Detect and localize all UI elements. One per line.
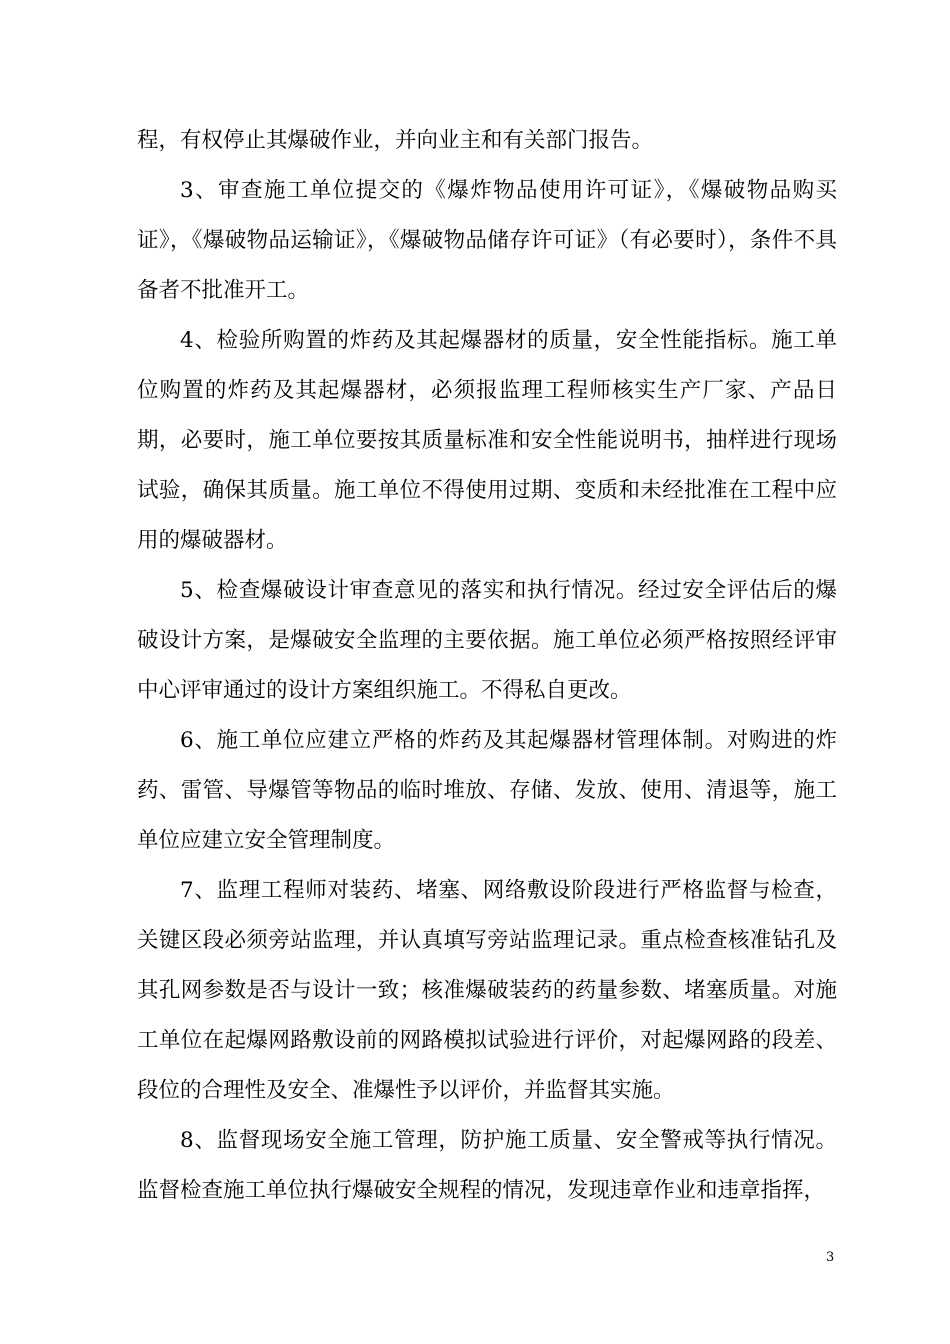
body-text bbox=[137, 116, 837, 1216]
paragraph-item-6: 6、施工单位应建立严格的炸药及其起爆器材管理体制。对购进的炸药、雷管、导爆管等物品的临时堆放、存储、发放、使用、清退等，施工单位应建立安全管理制度。 bbox=[137, 728, 837, 853]
page-number: 3 bbox=[826, 1250, 835, 1265]
paragraph-item-4: 4、检验所购置的炸药及其起爆器材的质量，安全性能指标。施工单位购置的炸药及其起爆器材，必须报监理工程师核实生产厂家、产品日期，必要时，施工单位要按其质量标准和安全性能说明书，抽样进行现场试验，确保其质量。施工单位不得使用过期、变质和未经批准在工程中应用的爆破器材。 bbox=[137, 328, 837, 553]
paragraph-item-7: 7、监理工程师对装药、堵塞、网络敷设阶段进行严格监督与检查，关键区段必须旁站监理，并认真填写旁站监理记录。重点检查核准钻孔及其孔网参数是否与设计一致；核准爆破装药的药量参数、堵塞质量。对施工单位在起爆网路敷设前的网路模拟试验进行评价，对起爆网路的段差、段位的合理性及安全、准爆性予以评价，并监督其实施。 bbox=[137, 878, 837, 1103]
paragraph-item-3: 3、审查施工单位提交的《爆炸物品使用许可证》，《爆破物品购买证》，《爆破物品运输证》，《爆破物品储存许可证》（有必要时），条件不具备者不批准开工。 bbox=[137, 178, 837, 303]
paragraph-item-5: 5、检查爆破设计审查意见的落实和执行情况。经过安全评估后的爆破设计方案，是爆破安全监理的主要依据。施工单位必须严格按照经评审中心评审通过的设计方案组织施工。不得私自更改。 bbox=[137, 578, 837, 703]
paragraph-continuation: 程，有权停止其爆破作业，并向业主和有关部门报告。 bbox=[137, 128, 654, 153]
paragraph-item-8: 8、监督现场安全施工管理，防护施工质量、安全警戒等执行情况。监督检查施工单位执行爆破安全规程的情况，发现违章作业和违章指挥， bbox=[137, 1128, 837, 1203]
